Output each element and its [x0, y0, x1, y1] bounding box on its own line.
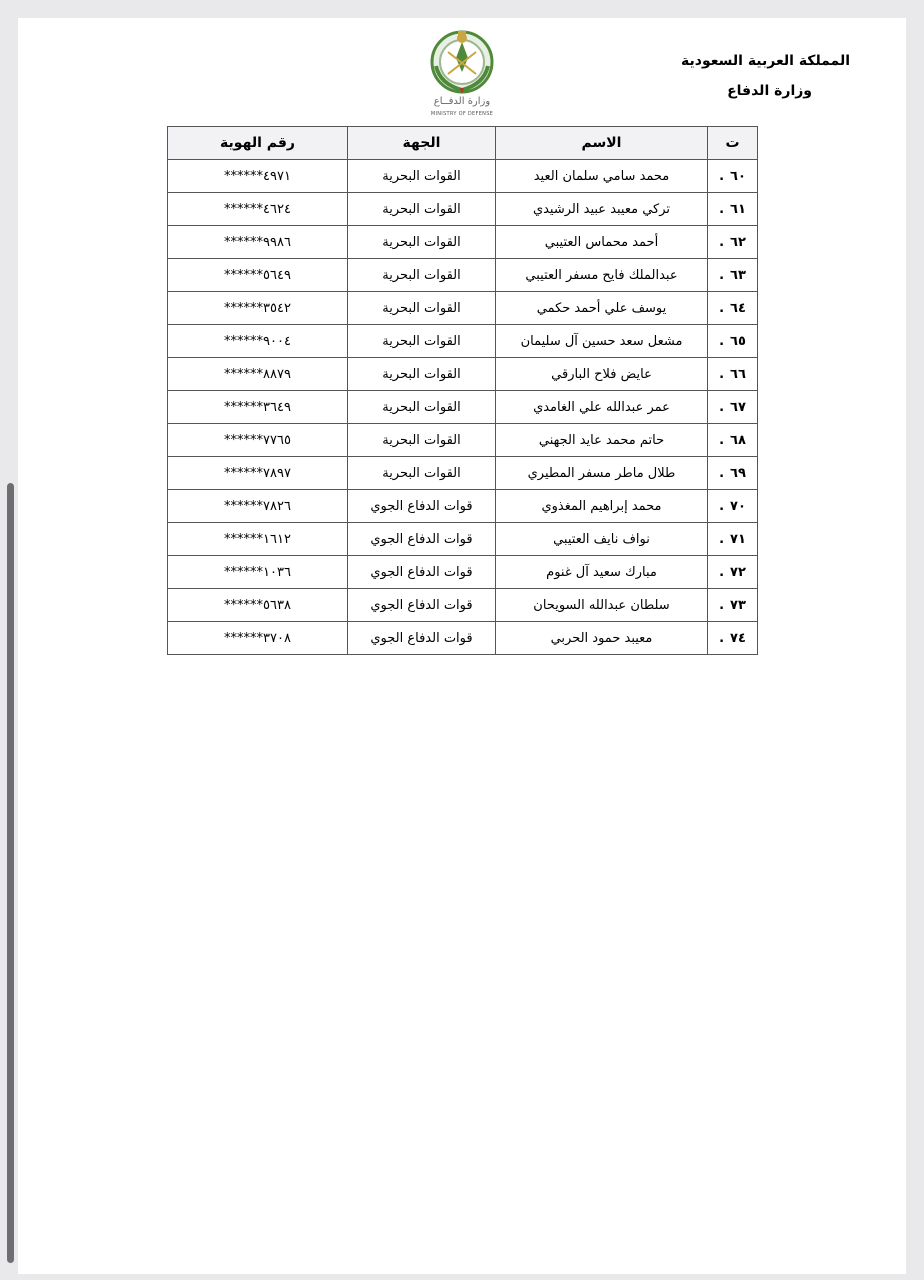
- row-number: ٦٧: [730, 399, 746, 415]
- masked-id-number: ٤٩٧١******: [168, 160, 348, 193]
- unit-name: قوات الدفاع الجوي: [348, 490, 496, 523]
- masked-id-number: ٣٥٤٢******: [168, 292, 348, 325]
- unit-name: القوات البحرية: [348, 358, 496, 391]
- unit-name: القوات البحرية: [348, 391, 496, 424]
- row-number-cell: ٧٢.: [708, 556, 758, 589]
- row-number-cell: ٦٥.: [708, 325, 758, 358]
- person-name: مبارك سعيد آل غنوم: [496, 556, 708, 589]
- table-row: [168, 622, 758, 655]
- row-number-cell: ٦٧.: [708, 391, 758, 424]
- row-number-cell: ٧٤.: [708, 622, 758, 655]
- document-header: [630, 46, 850, 106]
- person-name: سلطان عبدالله السويحان: [496, 589, 708, 622]
- logo-label-ar: وزارة الدفــاع: [433, 96, 491, 107]
- table-row: [168, 589, 758, 622]
- column-header-number: ت: [708, 127, 758, 160]
- person-name: مشعل سعد حسين آل سليمان: [496, 325, 708, 358]
- person-name: نواف نايف العتيبي: [496, 523, 708, 556]
- unit-name: القوات البحرية: [348, 325, 496, 358]
- person-name: عمر عبدالله علي الغامدي: [496, 391, 708, 424]
- row-number: ٦٣: [730, 267, 746, 283]
- table-row: [168, 292, 758, 325]
- masked-id-number: ٨٨٧٩******: [168, 358, 348, 391]
- masked-id-number: ٣٦٤٩******: [168, 391, 348, 424]
- table-row: [168, 490, 758, 523]
- kingdom-title: المملكة العربية السعودية: [681, 53, 850, 69]
- row-number-cell: ٦٤.: [708, 292, 758, 325]
- table-row: [168, 523, 758, 556]
- person-name: حاتم محمد عايد الجهني: [496, 424, 708, 457]
- unit-name: القوات البحرية: [348, 226, 496, 259]
- table-row: [168, 457, 758, 490]
- masked-id-number: ٥٦٣٨******: [168, 589, 348, 622]
- vertical-scrollbar[interactable]: [7, 483, 14, 1263]
- row-number-cell: ٦٣.: [708, 259, 758, 292]
- person-name: تركي معيبد عبيد الرشيدي: [496, 193, 708, 226]
- person-name: عايض فلاح البارقي: [496, 358, 708, 391]
- unit-name: القوات البحرية: [348, 160, 496, 193]
- row-number-cell: ٦١.: [708, 193, 758, 226]
- row-number-cell: ٦٢.: [708, 226, 758, 259]
- table-row: [168, 556, 758, 589]
- table-row: [168, 391, 758, 424]
- masked-id-number: ٩٩٨٦******: [168, 226, 348, 259]
- unit-name: قوات الدفاع الجوي: [348, 523, 496, 556]
- row-number: ٧٢: [730, 564, 746, 580]
- row-number: ٦١: [730, 201, 746, 217]
- masked-id-number: ٤٦٢٤******: [168, 193, 348, 226]
- personnel-table: [167, 126, 758, 655]
- unit-name: قوات الدفاع الجوي: [348, 622, 496, 655]
- row-number: ٧٠: [730, 498, 746, 514]
- person-name: معيبد حمود الحربي: [496, 622, 708, 655]
- table-row: [168, 160, 758, 193]
- row-number: ٦٠: [730, 168, 746, 184]
- table-row: [168, 424, 758, 457]
- masked-id-number: ١٦١٢******: [168, 523, 348, 556]
- masked-id-number: ١٠٣٦******: [168, 556, 348, 589]
- logo-label-en: MINISTRY OF DEFENSE: [430, 111, 494, 117]
- masked-id-number: ٧٨٢٦******: [168, 490, 348, 523]
- masked-id-number: ٥٦٤٩******: [168, 259, 348, 292]
- row-number-cell: ٧٣.: [708, 589, 758, 622]
- row-number: ٦٨: [730, 432, 746, 448]
- row-number: ٦٤: [730, 300, 746, 316]
- table-row: [168, 325, 758, 358]
- unit-name: قوات الدفاع الجوي: [348, 556, 496, 589]
- table-row: [168, 259, 758, 292]
- row-number-cell: ٦٠.: [708, 160, 758, 193]
- person-name: طلال ماطر مسفر المطيري: [496, 457, 708, 490]
- masked-id-number: ٣٧٠٨******: [168, 622, 348, 655]
- table-header-row: [168, 127, 758, 160]
- ministry-title: وزارة الدفاع: [727, 83, 812, 99]
- row-number: ٦٦: [730, 366, 746, 382]
- person-name: يوسف علي أحمد حكمي: [496, 292, 708, 325]
- column-header-name: الاسم: [496, 127, 708, 160]
- table-row: [168, 193, 758, 226]
- row-number-cell: ٦٩.: [708, 457, 758, 490]
- person-name: محمد سامي سلمان العيد: [496, 160, 708, 193]
- ministry-logo: [422, 28, 502, 120]
- unit-name: قوات الدفاع الجوي: [348, 589, 496, 622]
- row-number: ٦٩: [730, 465, 746, 481]
- ministry-emblem-icon: [422, 28, 502, 98]
- row-number: ٧٤: [730, 630, 746, 646]
- row-number: ٧١: [730, 531, 746, 547]
- column-header-id: رقم الهوية: [168, 127, 348, 160]
- masked-id-number: ٧٧٦٥******: [168, 424, 348, 457]
- table-body: [168, 160, 758, 655]
- row-number: ٦٥: [730, 333, 746, 349]
- table-row: [168, 358, 758, 391]
- person-name: عبدالملك فايح مسفر العتيبي: [496, 259, 708, 292]
- row-number: ٦٢: [730, 234, 746, 250]
- unit-name: القوات البحرية: [348, 457, 496, 490]
- masked-id-number: ٩٠٠٤******: [168, 325, 348, 358]
- document-page: [18, 18, 906, 1274]
- unit-name: القوات البحرية: [348, 193, 496, 226]
- row-number-cell: ٦٨.: [708, 424, 758, 457]
- person-name: أحمد محماس العتيبي: [496, 226, 708, 259]
- row-number: ٧٣: [730, 597, 746, 613]
- unit-name: القوات البحرية: [348, 424, 496, 457]
- row-number-cell: ٧٠.: [708, 490, 758, 523]
- row-number-cell: ٧١.: [708, 523, 758, 556]
- unit-name: القوات البحرية: [348, 292, 496, 325]
- person-name: محمد إبراهيم المغذوي: [496, 490, 708, 523]
- row-number-cell: ٦٦.: [708, 358, 758, 391]
- masked-id-number: ٧٨٩٧******: [168, 457, 348, 490]
- column-header-unit: الجهة: [348, 127, 496, 160]
- table-row: [168, 226, 758, 259]
- unit-name: القوات البحرية: [348, 259, 496, 292]
